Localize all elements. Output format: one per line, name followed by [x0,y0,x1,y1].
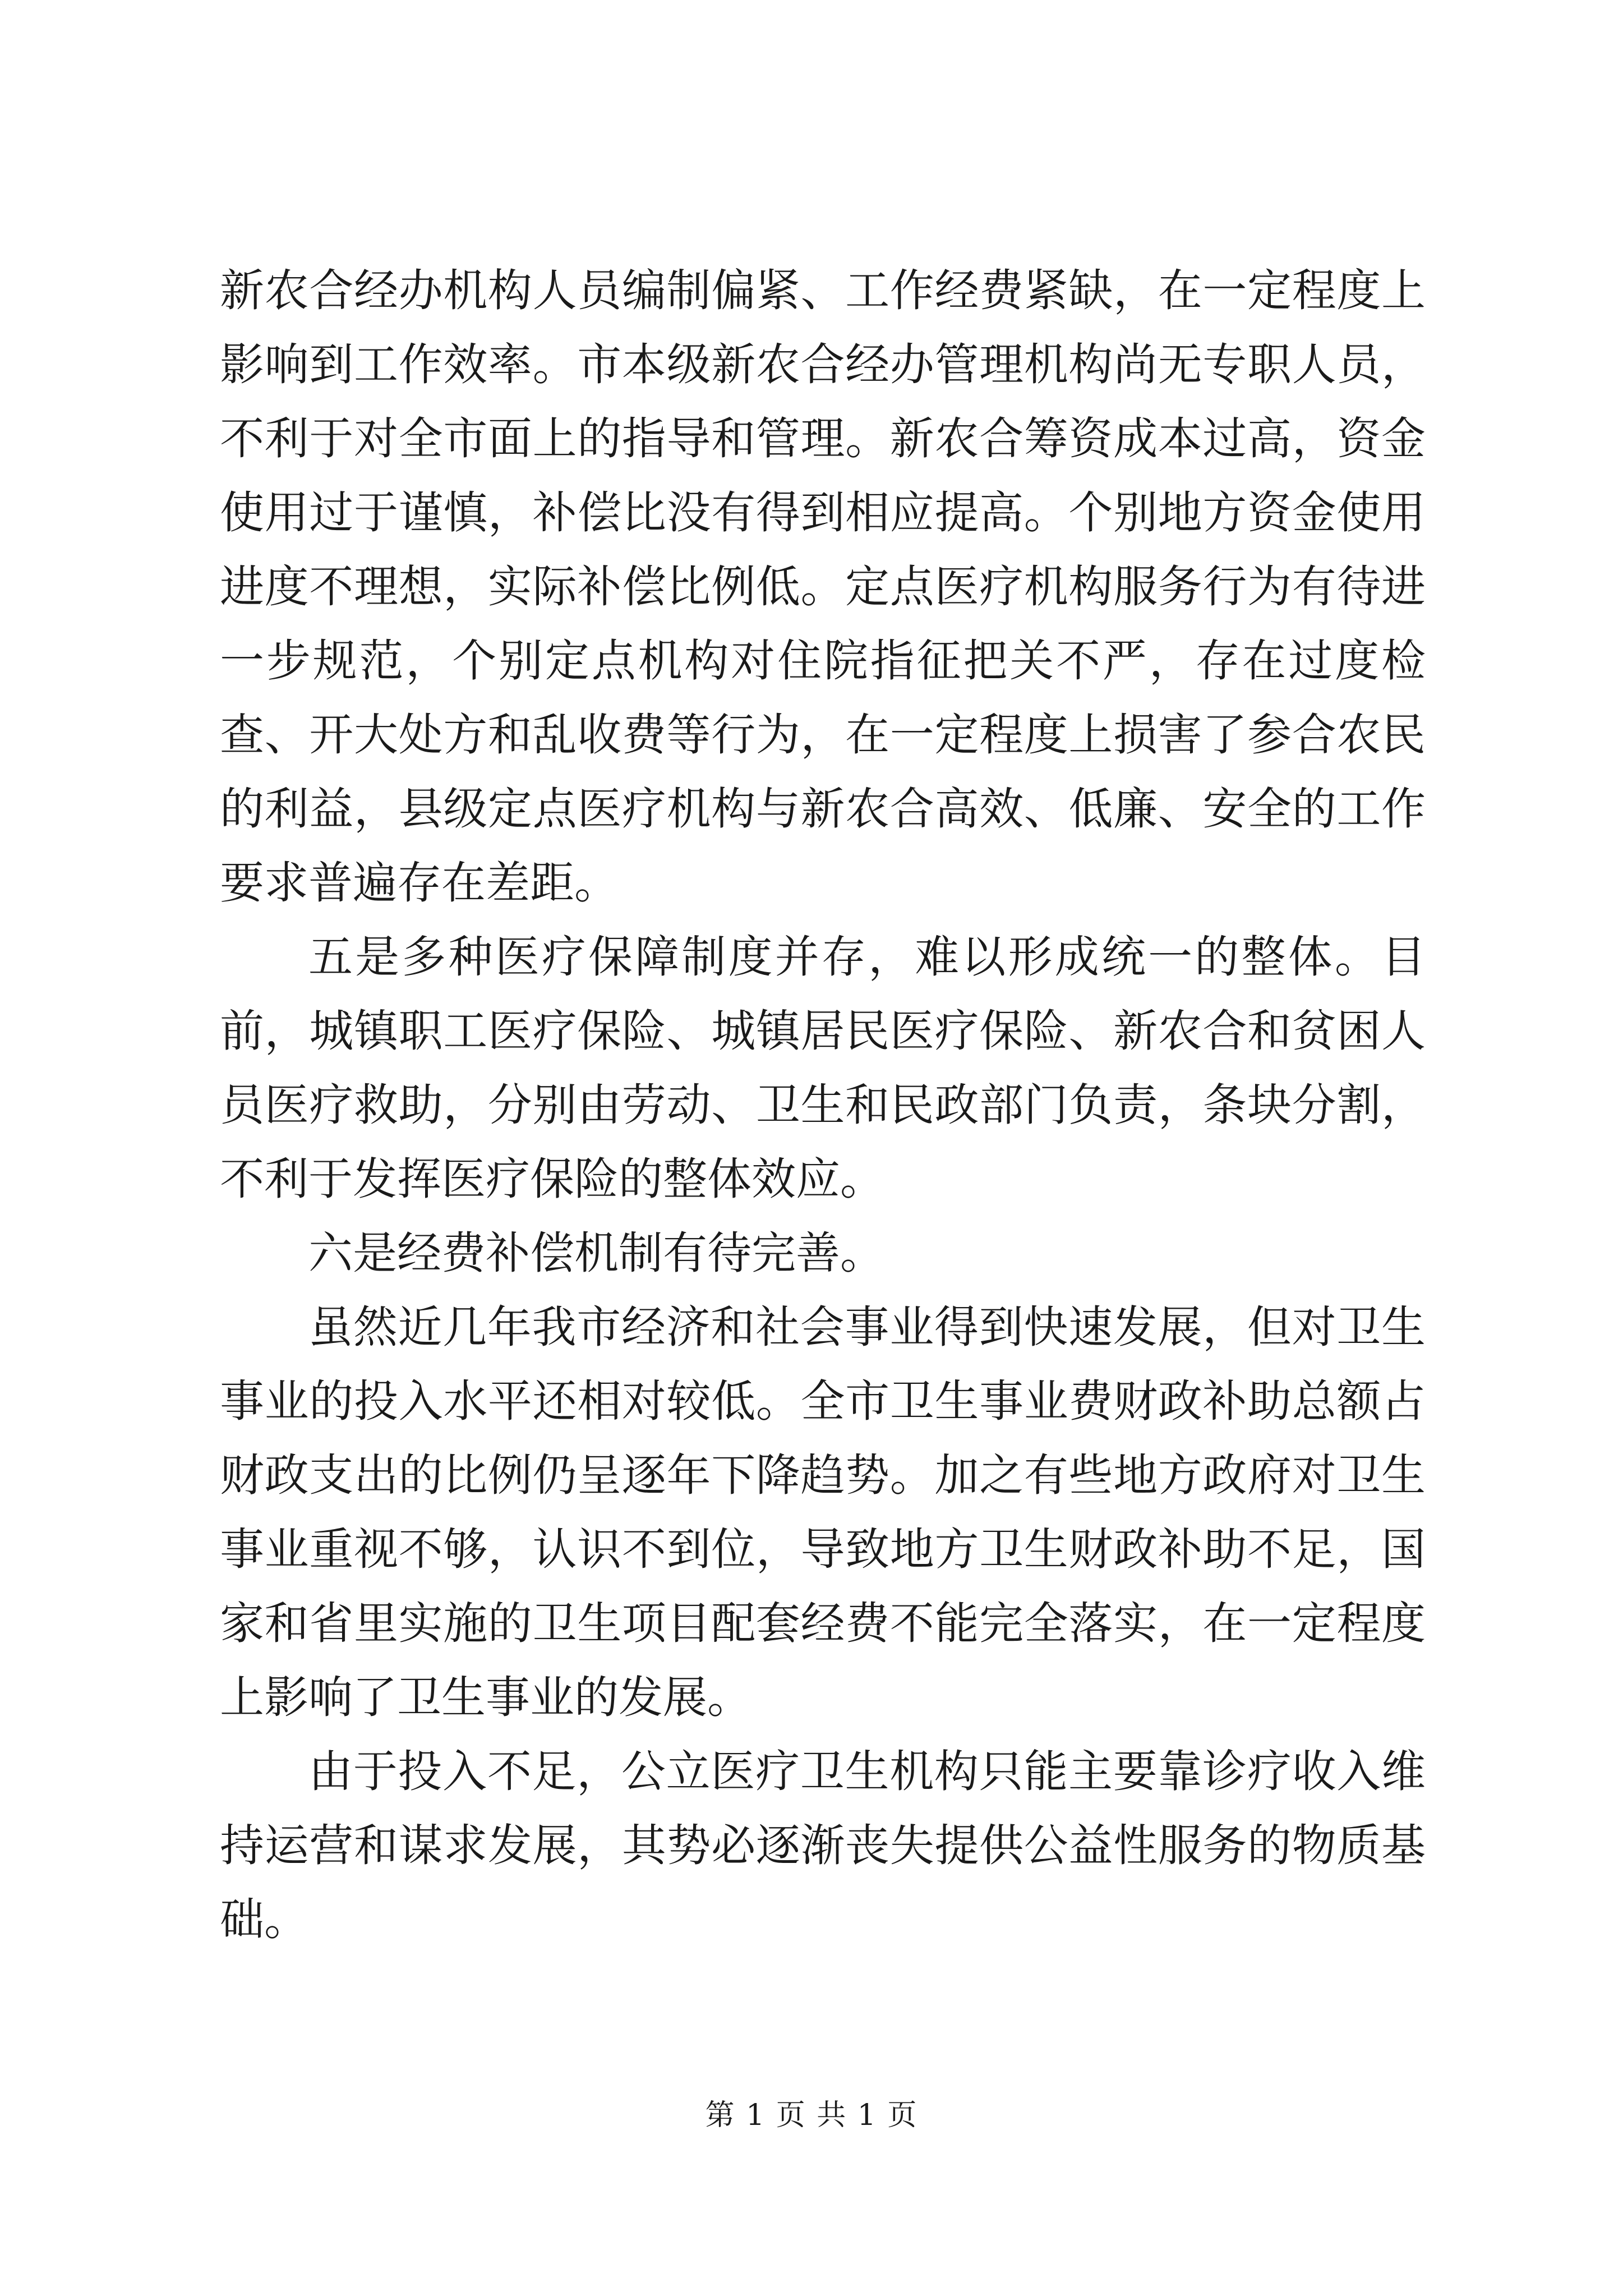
paragraph-item-six: 六是经费补偿机制有待完善。 [308,1227,884,1279]
paragraph-consequence: 由于投入不足，公立医疗卫生机构只能主要靠诊疗收入维持运营和谋求发展，其势必逐渐丧失提供公益性服务的物质基础。 [220,1746,1426,1945]
paragraph-continuation: 新农合经办机构人员编制偏紧、工作经费紧缺，在一定程度上影响到工作效率。市本级新农合经办管理机构尚无专职人员，不利于对全市面上的指导和管理。新农合筹资成本过高，资金使用过于谨慎，补偿比没有得到相应提高。个别地方资金使用进度不理想，实际补偿比例低。定点医疗机构服务行为有待进一步规范，个别定点机构对住院指征把关不严，存在过度检查、开大处方和乱收费等行为，在一定程度上损害了参合农民的利益，县级定点医疗机构与新农合高效、低廉、安全的工作要求普遍存在差距。 [220,265,1426,909]
paragraph-funding: 虽然近几年我市经济和社会事业得到快速发展，但对卫生事业的投入水平还相对较低。全市卫生事业费财政补助总额占财政支出的比例仍呈逐年下降趋势。加之有些地方政府对卫生事业重视不够，认识不到位，导致地方卫生财政补助不足，国家和省里实施的卫生项目配套经费不能完全落实，在一定程度上影响了卫生事业的发展。 [220,1301,1426,1723]
document-body [220,254,1426,1957]
page-number-footer: 第 1 页 共 1 页 [705,2099,918,2132]
paragraph-item-five: 五是多种医疗保障制度并存，难以形成统一的整体。目前，城镇职工医疗保险、城镇居民医疗保险、新农合和贫困人员医疗救助，分别由劳动、卫生和民政部门负责，条块分割，不利于发挥医疗保险的整体效应。 [220,931,1426,1205]
